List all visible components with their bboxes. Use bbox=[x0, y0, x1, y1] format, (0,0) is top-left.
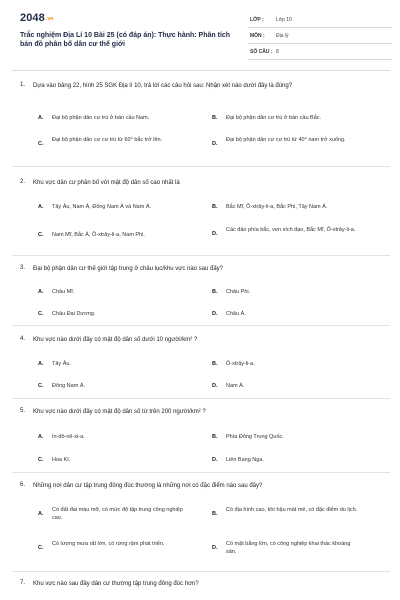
question-number: 4. bbox=[20, 336, 26, 342]
site-logo[interactable] bbox=[20, 12, 53, 24]
option-text: Châu Phi. bbox=[226, 289, 251, 295]
option-label: C. bbox=[38, 232, 44, 238]
meta-row-class bbox=[248, 12, 392, 28]
question-number: 5. bbox=[20, 408, 26, 414]
option-text: In-đô-nê-xi-a. bbox=[52, 434, 85, 440]
meta-label: LỚP : bbox=[250, 17, 264, 23]
question-number: 6. bbox=[20, 482, 26, 488]
option-label: C. bbox=[38, 457, 44, 463]
header bbox=[20, 12, 392, 58]
option-text: Nam Mĩ, Bắc Á, Ô-xtrây-li-a, Nam Phi. bbox=[52, 232, 145, 238]
question-divider bbox=[12, 571, 390, 572]
option-text: Các đảo phía bắc, ven xích đạo, Bắc Mĩ, Ô-xtrây-li-a. bbox=[226, 227, 356, 233]
option-text: Có lượng mưa rất lớn, có rừng rậm phát triển. bbox=[52, 541, 165, 547]
question-divider bbox=[12, 166, 390, 167]
option-label: A. bbox=[38, 289, 44, 295]
question-number: 2. bbox=[20, 179, 26, 185]
option-label: D. bbox=[212, 311, 218, 317]
option-label: C. bbox=[38, 141, 44, 147]
question-stem: Khu vực dân cư phân bố với mật độ dân số cao nhất là bbox=[33, 180, 180, 186]
question-stem: Đại bộ phận dân cư thế giới tập trung ở châu lục/khu vực nào sau đây? bbox=[33, 266, 224, 272]
option-text: Đại bộ phận dân cư trú ở bán cầu Bắc. bbox=[226, 115, 322, 121]
option-text: Tây Âu, Nam Á, Đông Nam Á và Nam Á. bbox=[52, 204, 152, 210]
question-divider bbox=[12, 398, 390, 399]
option-label: A. bbox=[38, 204, 44, 210]
question-stem: Khu vực nào sau đây dân cư thường tập trung đông đúc hơn? bbox=[33, 581, 199, 587]
option-label: C. bbox=[38, 383, 44, 389]
question-stem: Khu vực nào dưới đây có mật độ dân số dưới 10 người/km² ? bbox=[33, 337, 198, 343]
meta-value: 8 bbox=[276, 49, 279, 55]
option-label: A. bbox=[38, 434, 44, 440]
option-text: Châu Mĩ. bbox=[52, 289, 75, 295]
option-text: Châu Đại Dương. bbox=[52, 311, 96, 317]
page-title: Trắc nghiệm Địa Lí 10 Bài 25 (có đáp án): Thực hành: Phân tích bản đồ phân bố dân cư thế giới bbox=[20, 32, 231, 48]
option-label: C. bbox=[38, 311, 44, 317]
option-label: D. bbox=[212, 457, 218, 463]
option-text: Hoa Kì. bbox=[52, 457, 71, 463]
option-label: B. bbox=[212, 361, 218, 367]
header-divider bbox=[12, 70, 390, 71]
question-divider bbox=[12, 255, 390, 256]
option-label: C. bbox=[38, 545, 44, 551]
meta-label: MÔN : bbox=[250, 33, 265, 39]
meta-value[interactable]: Địa lý bbox=[276, 33, 289, 39]
question-number: 7. bbox=[20, 580, 26, 586]
option-label: A. bbox=[38, 361, 44, 367]
meta-row-subject bbox=[248, 28, 392, 44]
option-text: Có mặt bằng lớn, có công nghiệp khai thác khoáng sản. bbox=[226, 541, 351, 555]
option-label: B. bbox=[212, 434, 218, 440]
question-number: 3. bbox=[20, 265, 26, 271]
meta-row-count bbox=[248, 44, 392, 60]
option-text: Phía Đông Trung Quốc. bbox=[226, 434, 284, 440]
option-text: Đại bộ phận dân cư cư trú từ 60° bắc trở lên. bbox=[52, 137, 163, 143]
option-label: B. bbox=[212, 115, 218, 121]
option-text: Đại bộ phận dân cư trú ở bán cầu Nam. bbox=[52, 115, 150, 121]
option-text: Có địa hình cao, khí hậu mát mẻ, có đặc điểm du lịch. bbox=[226, 507, 358, 513]
option-text: Đại bộ phận dân cư cư trú từ 40° nam trở xuống. bbox=[226, 137, 346, 143]
question-stem: Những nơi dân cư tập trung đông đúc thường là những nơi có đặc điểm nào sau đây? bbox=[33, 483, 263, 489]
question-number: 1. bbox=[20, 82, 26, 88]
meta-table bbox=[248, 12, 392, 60]
option-label: B. bbox=[212, 289, 218, 295]
option-text: Tây Âu. bbox=[52, 361, 71, 367]
option-text: Liên Bang Nga. bbox=[226, 457, 264, 463]
option-label: B. bbox=[212, 511, 218, 517]
meta-label: SỐ CÂU : bbox=[250, 49, 273, 55]
option-text: Nam Á. bbox=[226, 383, 245, 389]
option-text: Bắc Mĩ, Ô-xtrây-li-a, Bắc Phi, Tây Nam Á. bbox=[226, 204, 328, 210]
option-text: Ô-xtrây-li-a. bbox=[226, 361, 255, 367]
option-label: A. bbox=[38, 511, 44, 517]
option-label: D. bbox=[212, 545, 218, 551]
option-label: A. bbox=[38, 115, 44, 121]
question-stem: Khu vực nào dưới đây có mật độ dân số từ trên 200 người/km² ? bbox=[33, 409, 206, 415]
option-label: D. bbox=[212, 231, 218, 237]
option-text: Có đất đai màu mỡ, có mức độ tập trung công nghiệp cao. bbox=[52, 507, 183, 521]
option-label: B. bbox=[212, 204, 218, 210]
option-text: Châu Á. bbox=[226, 311, 246, 317]
question-divider bbox=[12, 472, 390, 473]
option-label: D. bbox=[212, 383, 218, 389]
option-label: D. bbox=[212, 141, 218, 147]
meta-value[interactable]: Lớp 10 bbox=[276, 17, 292, 23]
question-divider bbox=[12, 325, 390, 326]
option-text: Đông Nam Á. bbox=[52, 383, 86, 389]
logo-text[interactable]: 2048 bbox=[20, 12, 45, 24]
question-stem: Dựa vào bảng 22, hình 25 SGK Địa lí 10, trả lời các câu hỏi sau: Nhận xét nào dưới đây là đúng? bbox=[33, 83, 293, 89]
logo-suffix[interactable]: .vn bbox=[45, 16, 54, 22]
